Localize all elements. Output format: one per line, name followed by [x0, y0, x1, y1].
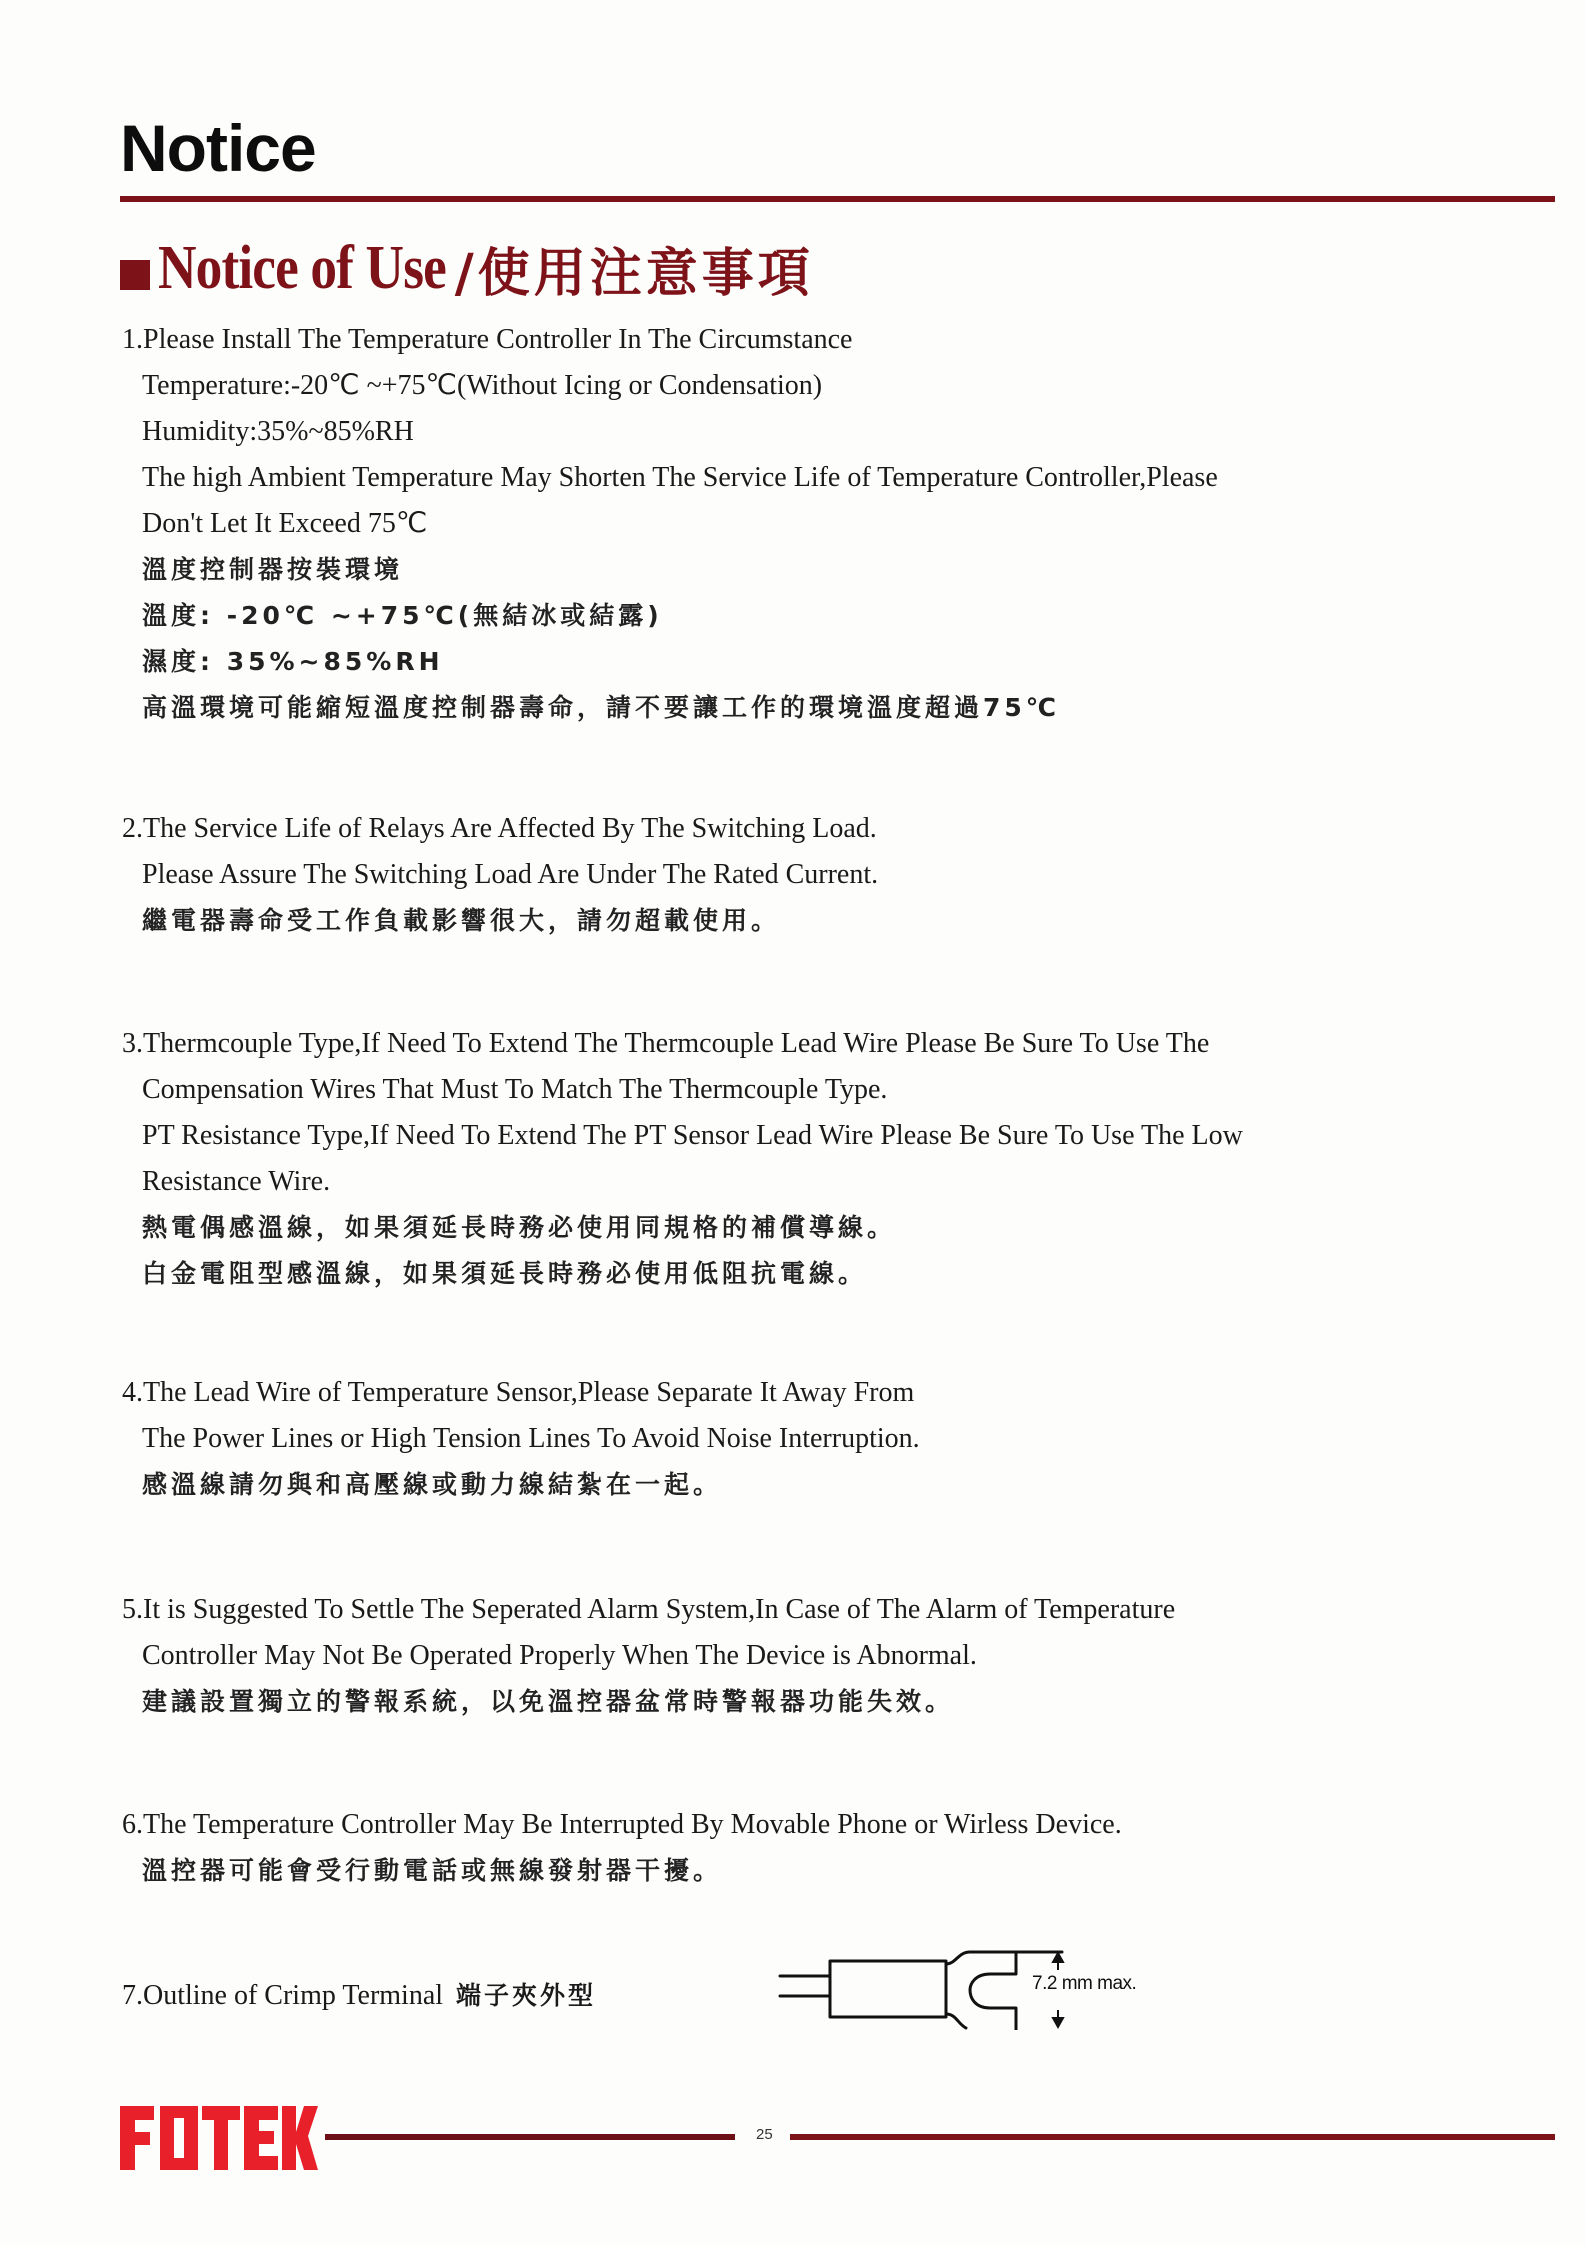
notice-item-3: [122, 1021, 1243, 1297]
notice-1-zh-line-2: 溫度: -20℃ ~+75℃(無結冰或結露): [142, 601, 663, 630]
notice-4-line-2: The Power Lines or High Tension Lines To Avoid Noise Interruption.: [142, 1423, 920, 1454]
notice-1-zh-line-3: 濕度: 35%~85%RH: [142, 647, 444, 676]
footer-divider-left: [325, 2134, 735, 2140]
notice-item-4: [122, 1370, 920, 1508]
notice-item-5: [122, 1587, 1175, 1725]
notice-6-line-1: 6.The Temperature Controller May Be Interrupted By Movable Phone or Wirless Device.: [122, 1809, 1122, 1840]
notice-3-line-3: PT Resistance Type,If Need To Extend The PT Sensor Lead Wire Please Be Sure To Use The Low: [142, 1120, 1243, 1151]
notice-7-label-zh: 端子夾外型: [456, 1981, 597, 2010]
notice-1-zh-line-4: 高溫環境可能縮短溫度控制器壽命，請不要讓工作的環境溫度超過75℃: [142, 693, 1061, 722]
notice-3-zh-line-2: 白金電阻型感溫線，如果須延長時務必使用低阻抗電線。: [142, 1259, 868, 1288]
notice-item-1: [122, 317, 1218, 731]
notice-1-line-3: Humidity:35%~85%RH: [142, 416, 414, 447]
notice-2-line-1: 2.The Service Life of Relays Are Affected By The Switching Load.: [122, 813, 877, 844]
notice-3-zh-line-1: 熱電偶感溫線，如果須延長時務必使用同規格的補償導線。: [142, 1213, 897, 1242]
notice-7-line: [122, 1973, 596, 2019]
fork-lower-edge: [946, 2014, 966, 2028]
terminal-barrel: [830, 1961, 946, 2017]
page-number: 25: [756, 2126, 773, 2143]
notice-2-line-2: Please Assure The Switching Load Are Under The Rated Current.: [142, 859, 879, 890]
footer-divider-right: [790, 2134, 1555, 2140]
header-divider: [120, 196, 1555, 202]
bullet-square-icon: [120, 260, 150, 290]
arrow-down-icon: [1053, 2018, 1063, 2027]
section-title-en: Notice of Use: [158, 233, 446, 302]
notice-2-zh-line-1: 繼電器壽命受工作負載影響很大，請勿超載使用。: [142, 906, 781, 935]
arrow-up-icon: [1053, 1953, 1063, 1962]
notice-3-line-1: 3.Thermcouple Type,If Need To Extend The Thermcouple Lead Wire Please Be Sure To Use The: [122, 1028, 1210, 1059]
notice-3-line-2: Compensation Wires That Must To Match The Thermcouple Type.: [142, 1074, 888, 1105]
fotek-logo: [118, 2100, 318, 2174]
page-heading: Notice: [120, 111, 316, 185]
notice-1-line-4: The high Ambient Temperature May Shorten The Service Life of Temperature Controller,Please: [142, 462, 1218, 493]
notice-5-line-1: 5.It is Suggested To Settle The Seperated Alarm System,In Case of The Alarm of Temperature: [122, 1594, 1176, 1625]
notice-5-line-2: Controller May Not Be Operated Properly When The Device is Abnormal.: [142, 1640, 977, 1671]
notice-1-line-1: 1.Please Install The Temperature Controller In The Circumstance: [122, 324, 853, 355]
notice-1-line-5: Don't Let It Exceed 75℃: [142, 508, 428, 539]
notice-item-7: [122, 1973, 596, 2019]
notice-item-2: [122, 806, 878, 944]
notice-1-line-2: Temperature:-20℃ ~+75℃(Without Icing or Condensation): [142, 370, 823, 401]
notice-3-line-4: Resistance Wire.: [142, 1166, 331, 1197]
notice-6-zh-line-1: 溫控器可能會受行動電話或無線發射器干擾。: [142, 1856, 723, 1885]
notice-7-label-en: 7.Outline of Crimp Terminal: [122, 1980, 444, 2011]
section-title: [120, 228, 814, 308]
notice-4-zh-line-1: 感溫線請勿與和高壓線或動力線結紮在一起。: [142, 1470, 723, 1499]
notice-4-line-1: 4.The Lead Wire of Temperature Sensor,Please Separate It Away From: [122, 1377, 915, 1408]
notice-1-zh-line-1: 溫度控制器按裝環境: [142, 555, 404, 584]
notice-5-zh-line-1: 建議設置獨立的警報系統，以免溫控器盆常時警報器功能失效。: [142, 1687, 955, 1716]
fork-slot: [970, 1952, 1016, 2030]
terminal-dimension-label: 7.2 mm max.: [1032, 1973, 1137, 1994]
notice-item-6: [122, 1802, 1122, 1894]
section-title-zh: /使用注意事項: [454, 242, 814, 304]
fork-upper-edge: [946, 1952, 1062, 1964]
